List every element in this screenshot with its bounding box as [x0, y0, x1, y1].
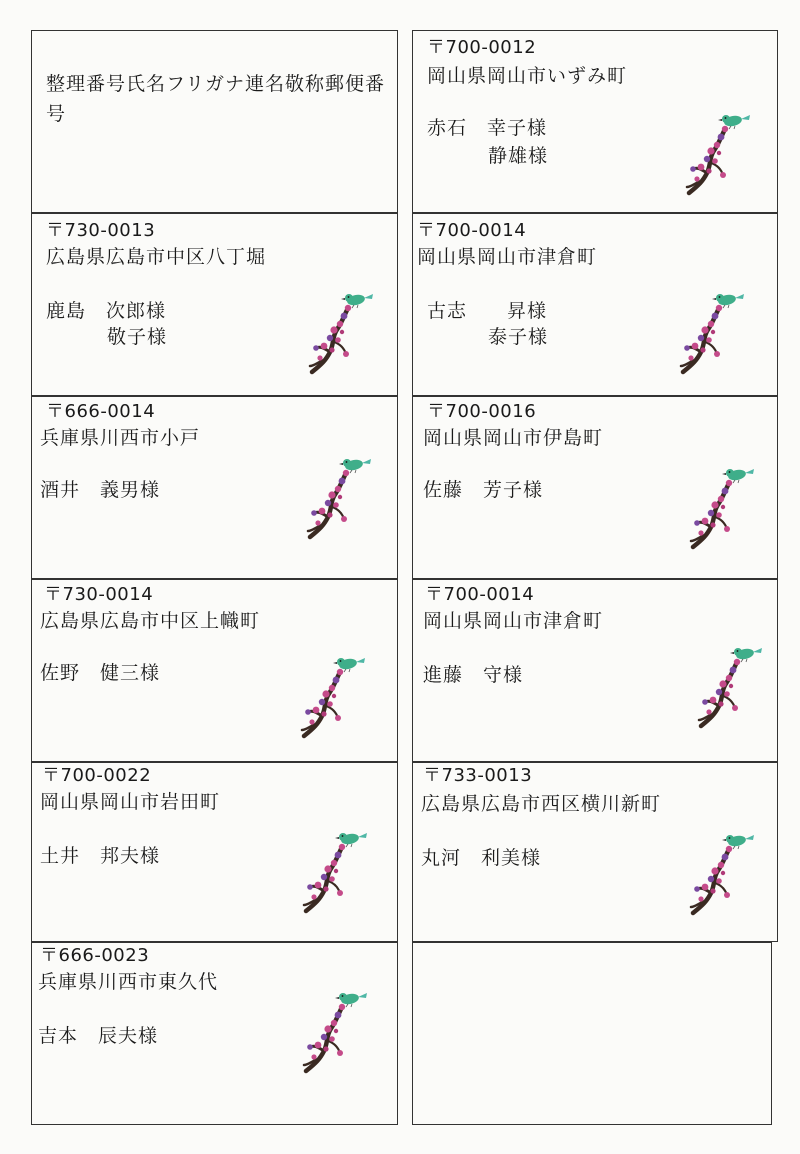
- recipient-name: 吉本 辰夫様: [38, 1025, 159, 1047]
- merge-field-header: 整理番号氏名フリガナ連名敬称郵便番号: [46, 73, 386, 125]
- address: 岡山県岡山市岩田町: [40, 791, 221, 813]
- plum-blossom-bird-icon: [296, 650, 366, 740]
- recipient-second-name: 静雄様: [488, 145, 549, 167]
- address-label: [412, 30, 778, 213]
- header-cell: [31, 30, 398, 213]
- address: 岡山県岡山市いずみ町: [427, 65, 628, 87]
- address-label: [412, 762, 778, 942]
- plum-blossom-bird-icon: [685, 461, 755, 551]
- address: 兵庫県川西市小戸: [40, 427, 201, 449]
- address-label: [31, 579, 398, 762]
- address-label: [31, 396, 398, 579]
- address: 広島県広島市中区上幟町: [40, 610, 261, 632]
- recipient-name: 土井 邦夫様: [40, 845, 161, 867]
- plum-blossom-bird-icon: [681, 107, 751, 197]
- address: 岡山県岡山市津倉町: [423, 610, 604, 632]
- postal-code: 〒700-0014: [425, 584, 535, 605]
- plum-blossom-bird-icon: [298, 985, 368, 1075]
- address: 広島県広島市西区横川新町: [421, 793, 662, 815]
- recipient-name: 佐野 健三様: [40, 662, 161, 684]
- postal-code: 〒700-0012: [427, 37, 537, 58]
- address: 広島県広島市中区八丁堀: [46, 246, 267, 268]
- address-label: [31, 942, 398, 1125]
- plum-blossom-bird-icon: [298, 825, 368, 915]
- recipient-name: 鹿島 次郎様: [46, 300, 167, 322]
- address: 兵庫県川西市東久代: [38, 971, 219, 993]
- postal-code: 〒700-0014: [417, 220, 527, 241]
- recipient-name: 酒井 義男様: [40, 479, 161, 501]
- postal-code: 〒700-0022: [42, 765, 152, 786]
- recipient-name: 佐藤 芳子様: [423, 479, 544, 501]
- recipient-name: 進藤 守様: [423, 664, 524, 686]
- address: 岡山県岡山市伊島町: [423, 427, 604, 449]
- empty-label-cell: [412, 942, 772, 1125]
- recipient-second-name: 泰子様: [488, 326, 549, 348]
- address: 岡山県岡山市津倉町: [417, 246, 598, 268]
- address-label: [412, 213, 778, 396]
- recipient-name: 丸河 利美様: [421, 847, 542, 869]
- recipient-name: 古志 昇様: [427, 300, 548, 322]
- postal-code: 〒700-0016: [427, 401, 537, 422]
- recipient-name: 赤石 幸子様: [427, 117, 548, 139]
- address-label: [412, 579, 778, 762]
- postal-code: 〒666-0023: [40, 945, 150, 966]
- postal-code: 〒730-0014: [44, 584, 154, 605]
- address-label: [412, 396, 778, 579]
- plum-blossom-bird-icon: [304, 286, 374, 376]
- plum-blossom-bird-icon: [302, 451, 372, 541]
- recipient-second-name: 敬子様: [107, 326, 168, 348]
- postal-code: 〒730-0013: [46, 220, 156, 241]
- plum-blossom-bird-icon: [685, 827, 755, 917]
- address-label: [31, 762, 398, 942]
- postal-code: 〒666-0014: [46, 401, 156, 422]
- address-label: [31, 213, 398, 396]
- postal-code: 〒733-0013: [423, 765, 533, 786]
- plum-blossom-bird-icon: [693, 640, 763, 730]
- plum-blossom-bird-icon: [675, 286, 745, 376]
